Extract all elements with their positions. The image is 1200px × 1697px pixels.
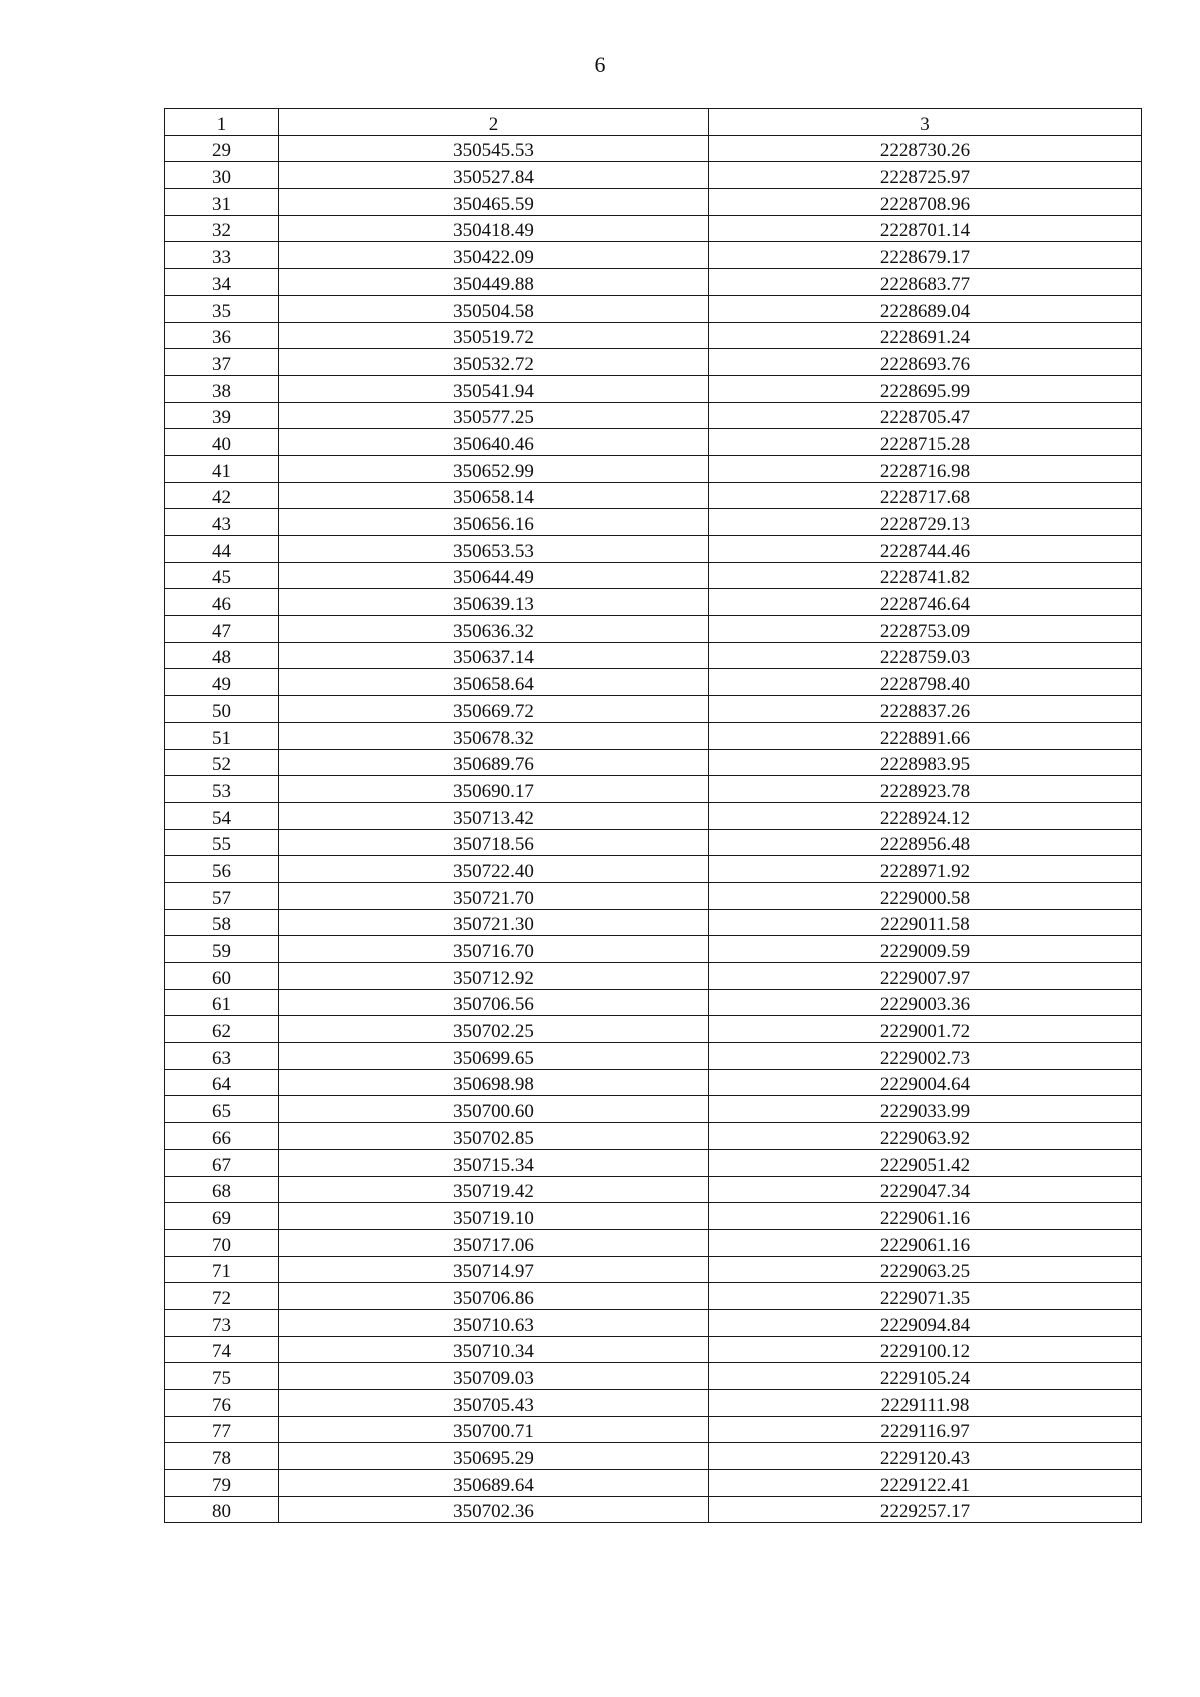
table-row [165, 509, 1142, 536]
point-number-cell: 71 [165, 1256, 279, 1283]
point-number-cell: 52 [165, 749, 279, 776]
point-number-cell: 68 [165, 1176, 279, 1203]
y-coordinate-cell: 2228729.13 [709, 509, 1142, 536]
point-number-cell: 69 [165, 1203, 279, 1230]
point-number-cell: 31 [165, 189, 279, 216]
table-row [165, 722, 1142, 749]
x-coordinate-cell: 350519.72 [279, 322, 709, 349]
point-number-cell: 29 [165, 135, 279, 162]
table-row [165, 1443, 1142, 1470]
table-row [165, 1176, 1142, 1203]
column-header-x: 2 [279, 109, 709, 136]
point-number-cell: 42 [165, 482, 279, 509]
x-coordinate-cell: 350639.13 [279, 589, 709, 616]
point-number-cell: 36 [165, 322, 279, 349]
y-coordinate-cell: 2228689.04 [709, 295, 1142, 322]
y-coordinate-cell: 2228924.12 [709, 802, 1142, 829]
x-coordinate-cell: 350719.10 [279, 1203, 709, 1230]
table-row [165, 562, 1142, 589]
y-coordinate-cell: 2228679.17 [709, 242, 1142, 269]
x-coordinate-cell: 350422.09 [279, 242, 709, 269]
x-coordinate-cell: 350705.43 [279, 1390, 709, 1417]
y-coordinate-cell: 2228683.77 [709, 269, 1142, 296]
table-row [165, 1283, 1142, 1310]
table-row [165, 1096, 1142, 1123]
x-coordinate-cell: 350678.32 [279, 722, 709, 749]
table-row [165, 1149, 1142, 1176]
table-row [165, 1470, 1142, 1497]
point-number-cell: 30 [165, 162, 279, 189]
table-row [165, 963, 1142, 990]
point-number-cell: 51 [165, 722, 279, 749]
table-row [165, 242, 1142, 269]
y-coordinate-cell: 2229063.25 [709, 1256, 1142, 1283]
point-number-cell: 61 [165, 989, 279, 1016]
x-coordinate-cell: 350637.14 [279, 642, 709, 669]
table-row [165, 909, 1142, 936]
table-row [165, 1256, 1142, 1283]
point-number-cell: 35 [165, 295, 279, 322]
point-number-cell: 80 [165, 1496, 279, 1523]
table-row [165, 1416, 1142, 1443]
column-header-point: 1 [165, 109, 279, 136]
point-number-cell: 47 [165, 616, 279, 643]
table-row [165, 295, 1142, 322]
point-number-cell: 76 [165, 1390, 279, 1417]
table-row [165, 1336, 1142, 1363]
x-coordinate-cell: 350721.70 [279, 882, 709, 909]
y-coordinate-cell: 2229003.36 [709, 989, 1142, 1016]
y-coordinate-cell: 2228741.82 [709, 562, 1142, 589]
y-coordinate-cell: 2229033.99 [709, 1096, 1142, 1123]
x-coordinate-cell: 350714.97 [279, 1256, 709, 1283]
x-coordinate-cell: 350716.70 [279, 936, 709, 963]
table-row [165, 375, 1142, 402]
x-coordinate-cell: 350656.16 [279, 509, 709, 536]
x-coordinate-cell: 350719.42 [279, 1176, 709, 1203]
table-row [165, 402, 1142, 429]
point-number-cell: 46 [165, 589, 279, 616]
point-number-cell: 40 [165, 429, 279, 456]
table-row [165, 749, 1142, 776]
point-number-cell: 45 [165, 562, 279, 589]
table-row [165, 536, 1142, 563]
y-coordinate-cell: 2229002.73 [709, 1043, 1142, 1070]
x-coordinate-cell: 350418.49 [279, 215, 709, 242]
x-coordinate-cell: 350700.60 [279, 1096, 709, 1123]
x-coordinate-cell: 350706.56 [279, 989, 709, 1016]
y-coordinate-cell: 2229004.64 [709, 1069, 1142, 1096]
y-coordinate-cell: 2229105.24 [709, 1363, 1142, 1390]
table-row [165, 1496, 1142, 1523]
x-coordinate-cell: 350541.94 [279, 375, 709, 402]
x-coordinate-cell: 350699.65 [279, 1043, 709, 1070]
y-coordinate-cell: 2228717.68 [709, 482, 1142, 509]
point-number-cell: 72 [165, 1283, 279, 1310]
y-coordinate-cell: 2228753.09 [709, 616, 1142, 643]
table-row [165, 829, 1142, 856]
table-row [165, 1069, 1142, 1096]
table-row [165, 1043, 1142, 1070]
x-coordinate-cell: 350698.98 [279, 1069, 709, 1096]
point-number-cell: 64 [165, 1069, 279, 1096]
table-row [165, 135, 1142, 162]
y-coordinate-cell: 2228971.92 [709, 856, 1142, 883]
y-coordinate-cell: 2229011.58 [709, 909, 1142, 936]
point-number-cell: 66 [165, 1123, 279, 1150]
point-number-cell: 70 [165, 1229, 279, 1256]
x-coordinate-cell: 350577.25 [279, 402, 709, 429]
y-coordinate-cell: 2229071.35 [709, 1283, 1142, 1310]
table-row [165, 776, 1142, 803]
y-coordinate-cell: 2229001.72 [709, 1016, 1142, 1043]
y-coordinate-cell: 2229063.92 [709, 1123, 1142, 1150]
x-coordinate-cell: 350504.58 [279, 295, 709, 322]
y-coordinate-cell: 2229120.43 [709, 1443, 1142, 1470]
y-coordinate-cell: 2229061.16 [709, 1203, 1142, 1230]
x-coordinate-cell: 350709.03 [279, 1363, 709, 1390]
table-row [165, 1363, 1142, 1390]
x-coordinate-cell: 350640.46 [279, 429, 709, 456]
point-number-cell: 43 [165, 509, 279, 536]
y-coordinate-cell: 2228705.47 [709, 402, 1142, 429]
point-number-cell: 34 [165, 269, 279, 296]
table-row [165, 589, 1142, 616]
table-row [165, 989, 1142, 1016]
y-coordinate-cell: 2228725.97 [709, 162, 1142, 189]
y-coordinate-cell: 2229122.41 [709, 1470, 1142, 1497]
point-number-cell: 55 [165, 829, 279, 856]
table-row [165, 322, 1142, 349]
table-row [165, 1016, 1142, 1043]
table-row [165, 669, 1142, 696]
point-number-cell: 77 [165, 1416, 279, 1443]
table-row [165, 936, 1142, 963]
y-coordinate-cell: 2228716.98 [709, 455, 1142, 482]
table-row [165, 802, 1142, 829]
y-coordinate-cell: 2229111.98 [709, 1390, 1142, 1417]
point-number-cell: 57 [165, 882, 279, 909]
point-number-cell: 74 [165, 1336, 279, 1363]
x-coordinate-cell: 350658.14 [279, 482, 709, 509]
y-coordinate-cell: 2229116.97 [709, 1416, 1142, 1443]
table-row [165, 349, 1142, 376]
y-coordinate-cell: 2229051.42 [709, 1149, 1142, 1176]
point-number-cell: 49 [165, 669, 279, 696]
y-coordinate-cell: 2228956.48 [709, 829, 1142, 856]
table-row [165, 455, 1142, 482]
coordinates-table [164, 108, 1142, 1523]
point-number-cell: 38 [165, 375, 279, 402]
point-number-cell: 75 [165, 1363, 279, 1390]
point-number-cell: 56 [165, 856, 279, 883]
page-number: 6 [594, 52, 606, 77]
y-coordinate-cell: 2228715.28 [709, 429, 1142, 456]
point-number-cell: 41 [165, 455, 279, 482]
table-row [165, 616, 1142, 643]
table-row [165, 162, 1142, 189]
y-coordinate-cell: 2228693.76 [709, 349, 1142, 376]
y-coordinate-cell: 2228695.99 [709, 375, 1142, 402]
table-row [165, 1123, 1142, 1150]
table-row [165, 856, 1142, 883]
x-coordinate-cell: 350465.59 [279, 189, 709, 216]
table-row [165, 642, 1142, 669]
x-coordinate-cell: 350644.49 [279, 562, 709, 589]
y-coordinate-cell: 2229061.16 [709, 1229, 1142, 1256]
x-coordinate-cell: 350669.72 [279, 696, 709, 723]
point-number-cell: 60 [165, 963, 279, 990]
table-row [165, 269, 1142, 296]
x-coordinate-cell: 350713.42 [279, 802, 709, 829]
point-number-cell: 54 [165, 802, 279, 829]
x-coordinate-cell: 350702.36 [279, 1496, 709, 1523]
x-coordinate-cell: 350690.17 [279, 776, 709, 803]
x-coordinate-cell: 350706.86 [279, 1283, 709, 1310]
x-coordinate-cell: 350717.06 [279, 1229, 709, 1256]
point-number-cell: 33 [165, 242, 279, 269]
table-row [165, 1203, 1142, 1230]
y-coordinate-cell: 2228837.26 [709, 696, 1142, 723]
x-coordinate-cell: 350710.63 [279, 1309, 709, 1336]
x-coordinate-cell: 350449.88 [279, 269, 709, 296]
x-coordinate-cell: 350532.72 [279, 349, 709, 376]
table-row [165, 696, 1142, 723]
table-row [165, 1309, 1142, 1336]
x-coordinate-cell: 350700.71 [279, 1416, 709, 1443]
x-coordinate-cell: 350527.84 [279, 162, 709, 189]
y-coordinate-cell: 2228759.03 [709, 642, 1142, 669]
table-row [165, 1229, 1142, 1256]
x-coordinate-cell: 350695.29 [279, 1443, 709, 1470]
x-coordinate-cell: 350636.32 [279, 616, 709, 643]
y-coordinate-cell: 2228983.95 [709, 749, 1142, 776]
x-coordinate-cell: 350712.92 [279, 963, 709, 990]
table-row [165, 1390, 1142, 1417]
x-coordinate-cell: 350658.64 [279, 669, 709, 696]
x-coordinate-cell: 350710.34 [279, 1336, 709, 1363]
y-coordinate-cell: 2228730.26 [709, 135, 1142, 162]
point-number-cell: 58 [165, 909, 279, 936]
y-coordinate-cell: 2229257.17 [709, 1496, 1142, 1523]
point-number-cell: 65 [165, 1096, 279, 1123]
x-coordinate-cell: 350702.85 [279, 1123, 709, 1150]
point-number-cell: 53 [165, 776, 279, 803]
table-row [165, 429, 1142, 456]
y-coordinate-cell: 2228923.78 [709, 776, 1142, 803]
table-row [165, 189, 1142, 216]
x-coordinate-cell: 350702.25 [279, 1016, 709, 1043]
x-coordinate-cell: 350545.53 [279, 135, 709, 162]
table-row [165, 215, 1142, 242]
x-coordinate-cell: 350715.34 [279, 1149, 709, 1176]
y-coordinate-cell: 2228746.64 [709, 589, 1142, 616]
point-number-cell: 48 [165, 642, 279, 669]
y-coordinate-cell: 2228891.66 [709, 722, 1142, 749]
y-coordinate-cell: 2229000.58 [709, 882, 1142, 909]
y-coordinate-cell: 2228708.96 [709, 189, 1142, 216]
point-number-cell: 78 [165, 1443, 279, 1470]
y-coordinate-cell: 2229094.84 [709, 1309, 1142, 1336]
y-coordinate-cell: 2229100.12 [709, 1336, 1142, 1363]
column-header-y: 3 [709, 109, 1142, 136]
y-coordinate-cell: 2229009.59 [709, 936, 1142, 963]
point-number-cell: 59 [165, 936, 279, 963]
x-coordinate-cell: 350718.56 [279, 829, 709, 856]
x-coordinate-cell: 350653.53 [279, 536, 709, 563]
point-number-cell: 73 [165, 1309, 279, 1336]
x-coordinate-cell: 350652.99 [279, 455, 709, 482]
point-number-cell: 63 [165, 1043, 279, 1070]
point-number-cell: 44 [165, 536, 279, 563]
y-coordinate-cell: 2229047.34 [709, 1176, 1142, 1203]
point-number-cell: 39 [165, 402, 279, 429]
y-coordinate-cell: 2228744.46 [709, 536, 1142, 563]
x-coordinate-cell: 350722.40 [279, 856, 709, 883]
point-number-cell: 50 [165, 696, 279, 723]
table-body [165, 135, 1142, 1523]
point-number-cell: 67 [165, 1149, 279, 1176]
x-coordinate-cell: 350689.64 [279, 1470, 709, 1497]
table-header-row [165, 109, 1142, 136]
table-row [165, 882, 1142, 909]
y-coordinate-cell: 2228798.40 [709, 669, 1142, 696]
y-coordinate-cell: 2229007.97 [709, 963, 1142, 990]
y-coordinate-cell: 2228701.14 [709, 215, 1142, 242]
x-coordinate-cell: 350721.30 [279, 909, 709, 936]
point-number-cell: 32 [165, 215, 279, 242]
point-number-cell: 37 [165, 349, 279, 376]
x-coordinate-cell: 350689.76 [279, 749, 709, 776]
point-number-cell: 79 [165, 1470, 279, 1497]
point-number-cell: 62 [165, 1016, 279, 1043]
y-coordinate-cell: 2228691.24 [709, 322, 1142, 349]
table-row [165, 482, 1142, 509]
